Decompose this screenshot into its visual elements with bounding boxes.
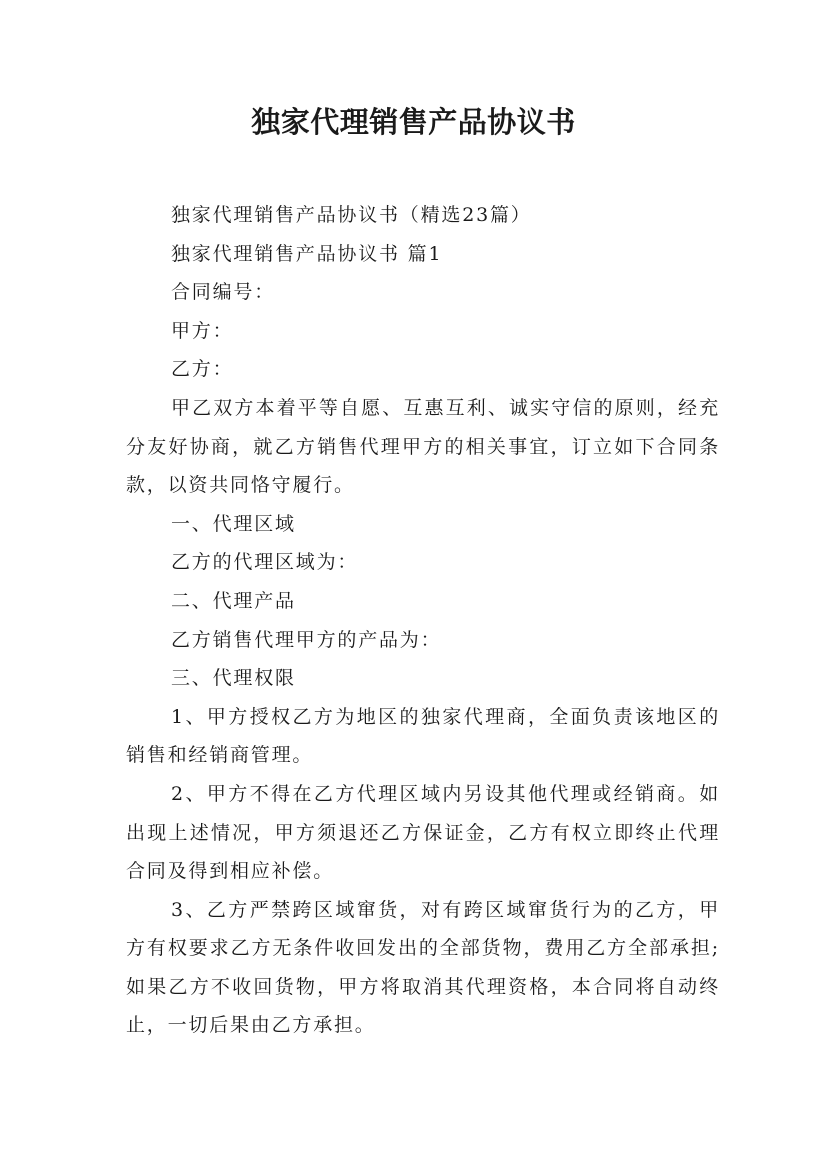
authority-item-3: 3、乙方严禁跨区域窜货，对有跨区域窜货行为的乙方，甲方有权要求乙方无条件收回发出的全部货物，费用乙方全部承担;如果乙方不收回货物，甲方将取消其代理资格，本合同将自动终止，一切后果由乙方承担。: [126, 898, 720, 1037]
party-a-field: 甲方：: [171, 319, 234, 342]
section-heading-article-1: 独家代理销售产品协议书 篇1: [171, 242, 443, 265]
document-title: 独家代理销售产品协议书: [251, 105, 576, 139]
agency-products-field: 乙方销售代理甲方的产品为：: [171, 628, 442, 651]
clause-heading-area: 一、代理区域: [171, 512, 296, 535]
preamble-paragraph: 甲乙双方本着平等自愿、互惠互利、诚实守信的原则，经充分友好协商，就乙方销售代理甲方的相关事宜，订立如下合同条款，以资共同恪守履行。: [126, 396, 720, 497]
party-b-field: 乙方：: [171, 358, 234, 381]
contract-number-field: 合同编号：: [171, 281, 276, 304]
authority-item-2: 2、甲方不得在乙方代理区域内另设其他代理或经销商。如出现上述情况，甲方须退还乙方保证金，乙方有权立即终止代理合同及得到相应补偿。: [126, 782, 720, 883]
clause-heading-authority: 三、代理权限: [171, 667, 296, 690]
authority-item-1: 1、甲方授权乙方为地区的独家代理商，全面负责该地区的销售和经销商管理。: [126, 705, 720, 767]
document-body: [126, 196, 720, 1045]
clause-heading-products: 二、代理产品: [171, 589, 296, 612]
agency-area-field: 乙方的代理区域为：: [171, 551, 359, 574]
document-subtitle: 独家代理销售产品协议书（精选23篇）: [171, 204, 532, 226]
